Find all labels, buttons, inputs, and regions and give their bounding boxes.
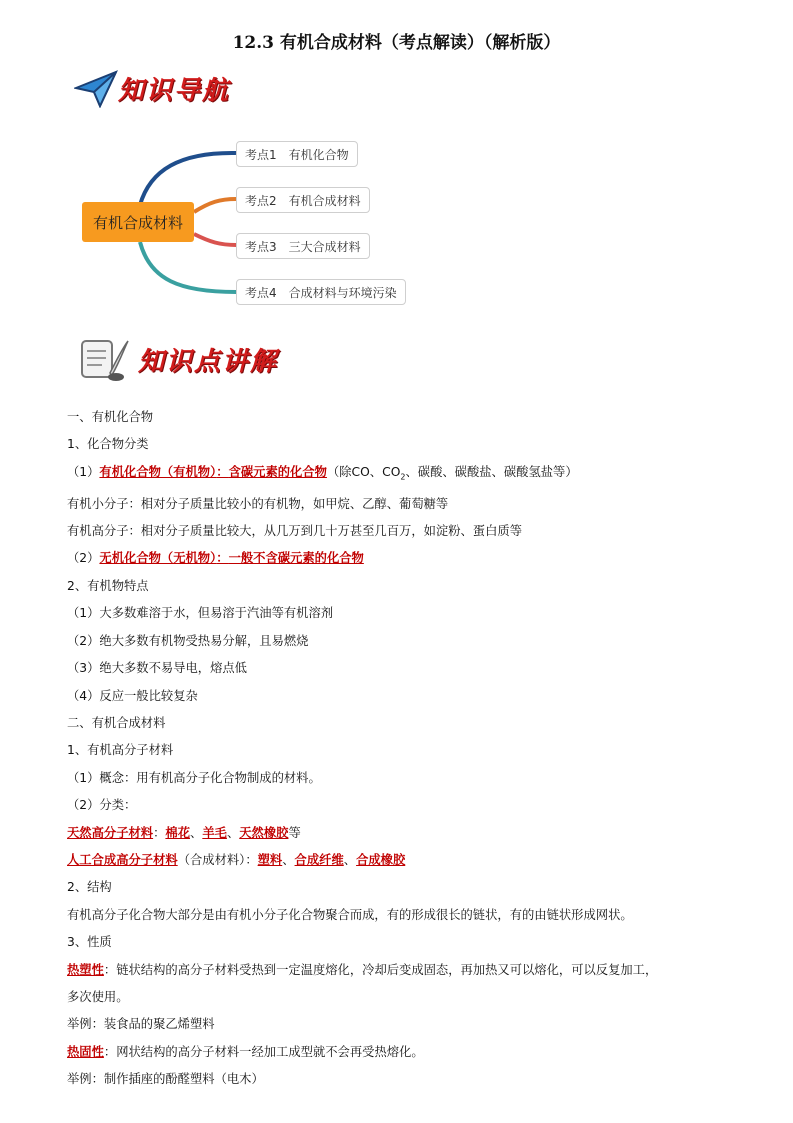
text-line: （1）概念：用有机高分子化合物制成的材料。	[67, 770, 321, 785]
content-body	[67, 404, 767, 1094]
text-line: （2）分类：	[67, 798, 137, 813]
text-line: （4）反应一般比较复杂	[67, 688, 198, 703]
mindmap-node-2: 考点2 有机合成材料	[236, 187, 370, 213]
highlight-term: 含碳元素的化合物	[228, 464, 327, 479]
highlight-term: 无机化合物（无机物）	[99, 551, 217, 566]
text-line: 人工合成高分子材料（合成材料）：塑料、合成纤维、合成橡胶	[67, 852, 406, 867]
text-line: 举例：制作插座的酚醛塑料（电木）	[67, 1072, 264, 1087]
mindmap-node-4: 考点4 合成材料与环境污染	[236, 279, 406, 305]
highlight-term: 热固性	[67, 1044, 104, 1059]
section-heading: 一、有机化合物	[67, 410, 154, 424]
page-title: 12.3 有机合成材料（考点解读）（解析版）	[232, 33, 561, 53]
mindmap-node-3: 考点3 三大合成材料	[236, 233, 370, 259]
highlight-term: 一般不含碳元素的化合物	[228, 551, 364, 566]
connector-1	[140, 153, 236, 205]
text-line: 多次使用。	[67, 989, 129, 1004]
knowledge-points-banner	[76, 335, 278, 383]
text-line: 热固性：网状结构的高分子材料一经加工成型就不会再受热熔化。	[67, 1044, 424, 1059]
text-line: （1）大多数难溶于水，但易溶于汽油等有机溶剂	[67, 606, 334, 621]
text-line: 有机小分子：相对分子质量比较小的有机物，如甲烷、乙醇、葡萄糖等	[67, 496, 449, 511]
mindmap-node-1: 考点1 有机化合物	[236, 141, 358, 167]
knowledge-nav-banner	[74, 68, 230, 108]
highlight-term: 塑料	[257, 852, 283, 867]
highlight-term: 天然橡胶	[239, 825, 289, 840]
text-line: 举例：装食品的聚乙烯塑料	[67, 1017, 215, 1032]
banner-title: 知识导航	[118, 75, 231, 106]
highlight-term: 有机化合物（有机物）	[99, 464, 217, 479]
subheading: 1、化合物分类	[67, 437, 149, 452]
scroll-quill-icon	[76, 335, 132, 383]
connector-3	[194, 234, 236, 245]
paper-plane-icon	[74, 68, 118, 108]
text-line: （2）无机化合物（无机物）：一般不含碳元素的化合物	[67, 551, 364, 566]
text-line: 有机高分子：相对分子质量比较大，从几万到几十万甚至几百万，如淀粉、蛋白质等	[67, 524, 522, 539]
text-line: （2）绝大多数有机物受热易分解，且易燃烧	[67, 633, 309, 648]
subheading: 2、结构	[67, 880, 112, 895]
highlight-term: 棉花	[165, 825, 191, 840]
connector-2	[194, 199, 236, 212]
mindmap-root: 有机合成材料	[82, 202, 194, 242]
section-heading: 二、有机合成材料	[67, 715, 166, 730]
text-line: 有机高分子化合物大部分是由有机小分子化合物聚合而成，有的形成很长的链状，有的由链状形成网状。	[67, 907, 633, 922]
subheading: 2、有机物特点	[67, 578, 149, 593]
text-line: 天然高分子材料：棉花、羊毛、天然橡胶等	[67, 825, 301, 840]
text-line: （1）有机化合物（有机物）：含碳元素的化合物（除CO、$CO_2$、碳酸、碳酸盐、碳酸氢盐等）	[67, 464, 578, 482]
banner-title: 知识点讲解	[138, 346, 279, 377]
highlight-term: 合成橡胶	[356, 852, 406, 867]
highlight-term: 羊毛	[202, 825, 227, 840]
text-line: 热塑性：链状结构的高分子材料受热到一定温度熔化，冷却后变成固态，再加热又可以熔化，可以反复加工，	[67, 962, 658, 977]
highlight-term: 热塑性	[67, 962, 104, 977]
highlight-term: 人工合成高分子材料	[67, 852, 178, 867]
connector-4	[140, 242, 236, 292]
text-line: （3）绝大多数不易导电，熔点低	[67, 661, 247, 676]
highlight-term: 天然高分子材料	[67, 825, 154, 840]
subheading: 3、性质	[67, 935, 112, 950]
highlight-term: 合成纤维	[294, 852, 344, 867]
subheading: 1、有机高分子材料	[67, 743, 174, 758]
